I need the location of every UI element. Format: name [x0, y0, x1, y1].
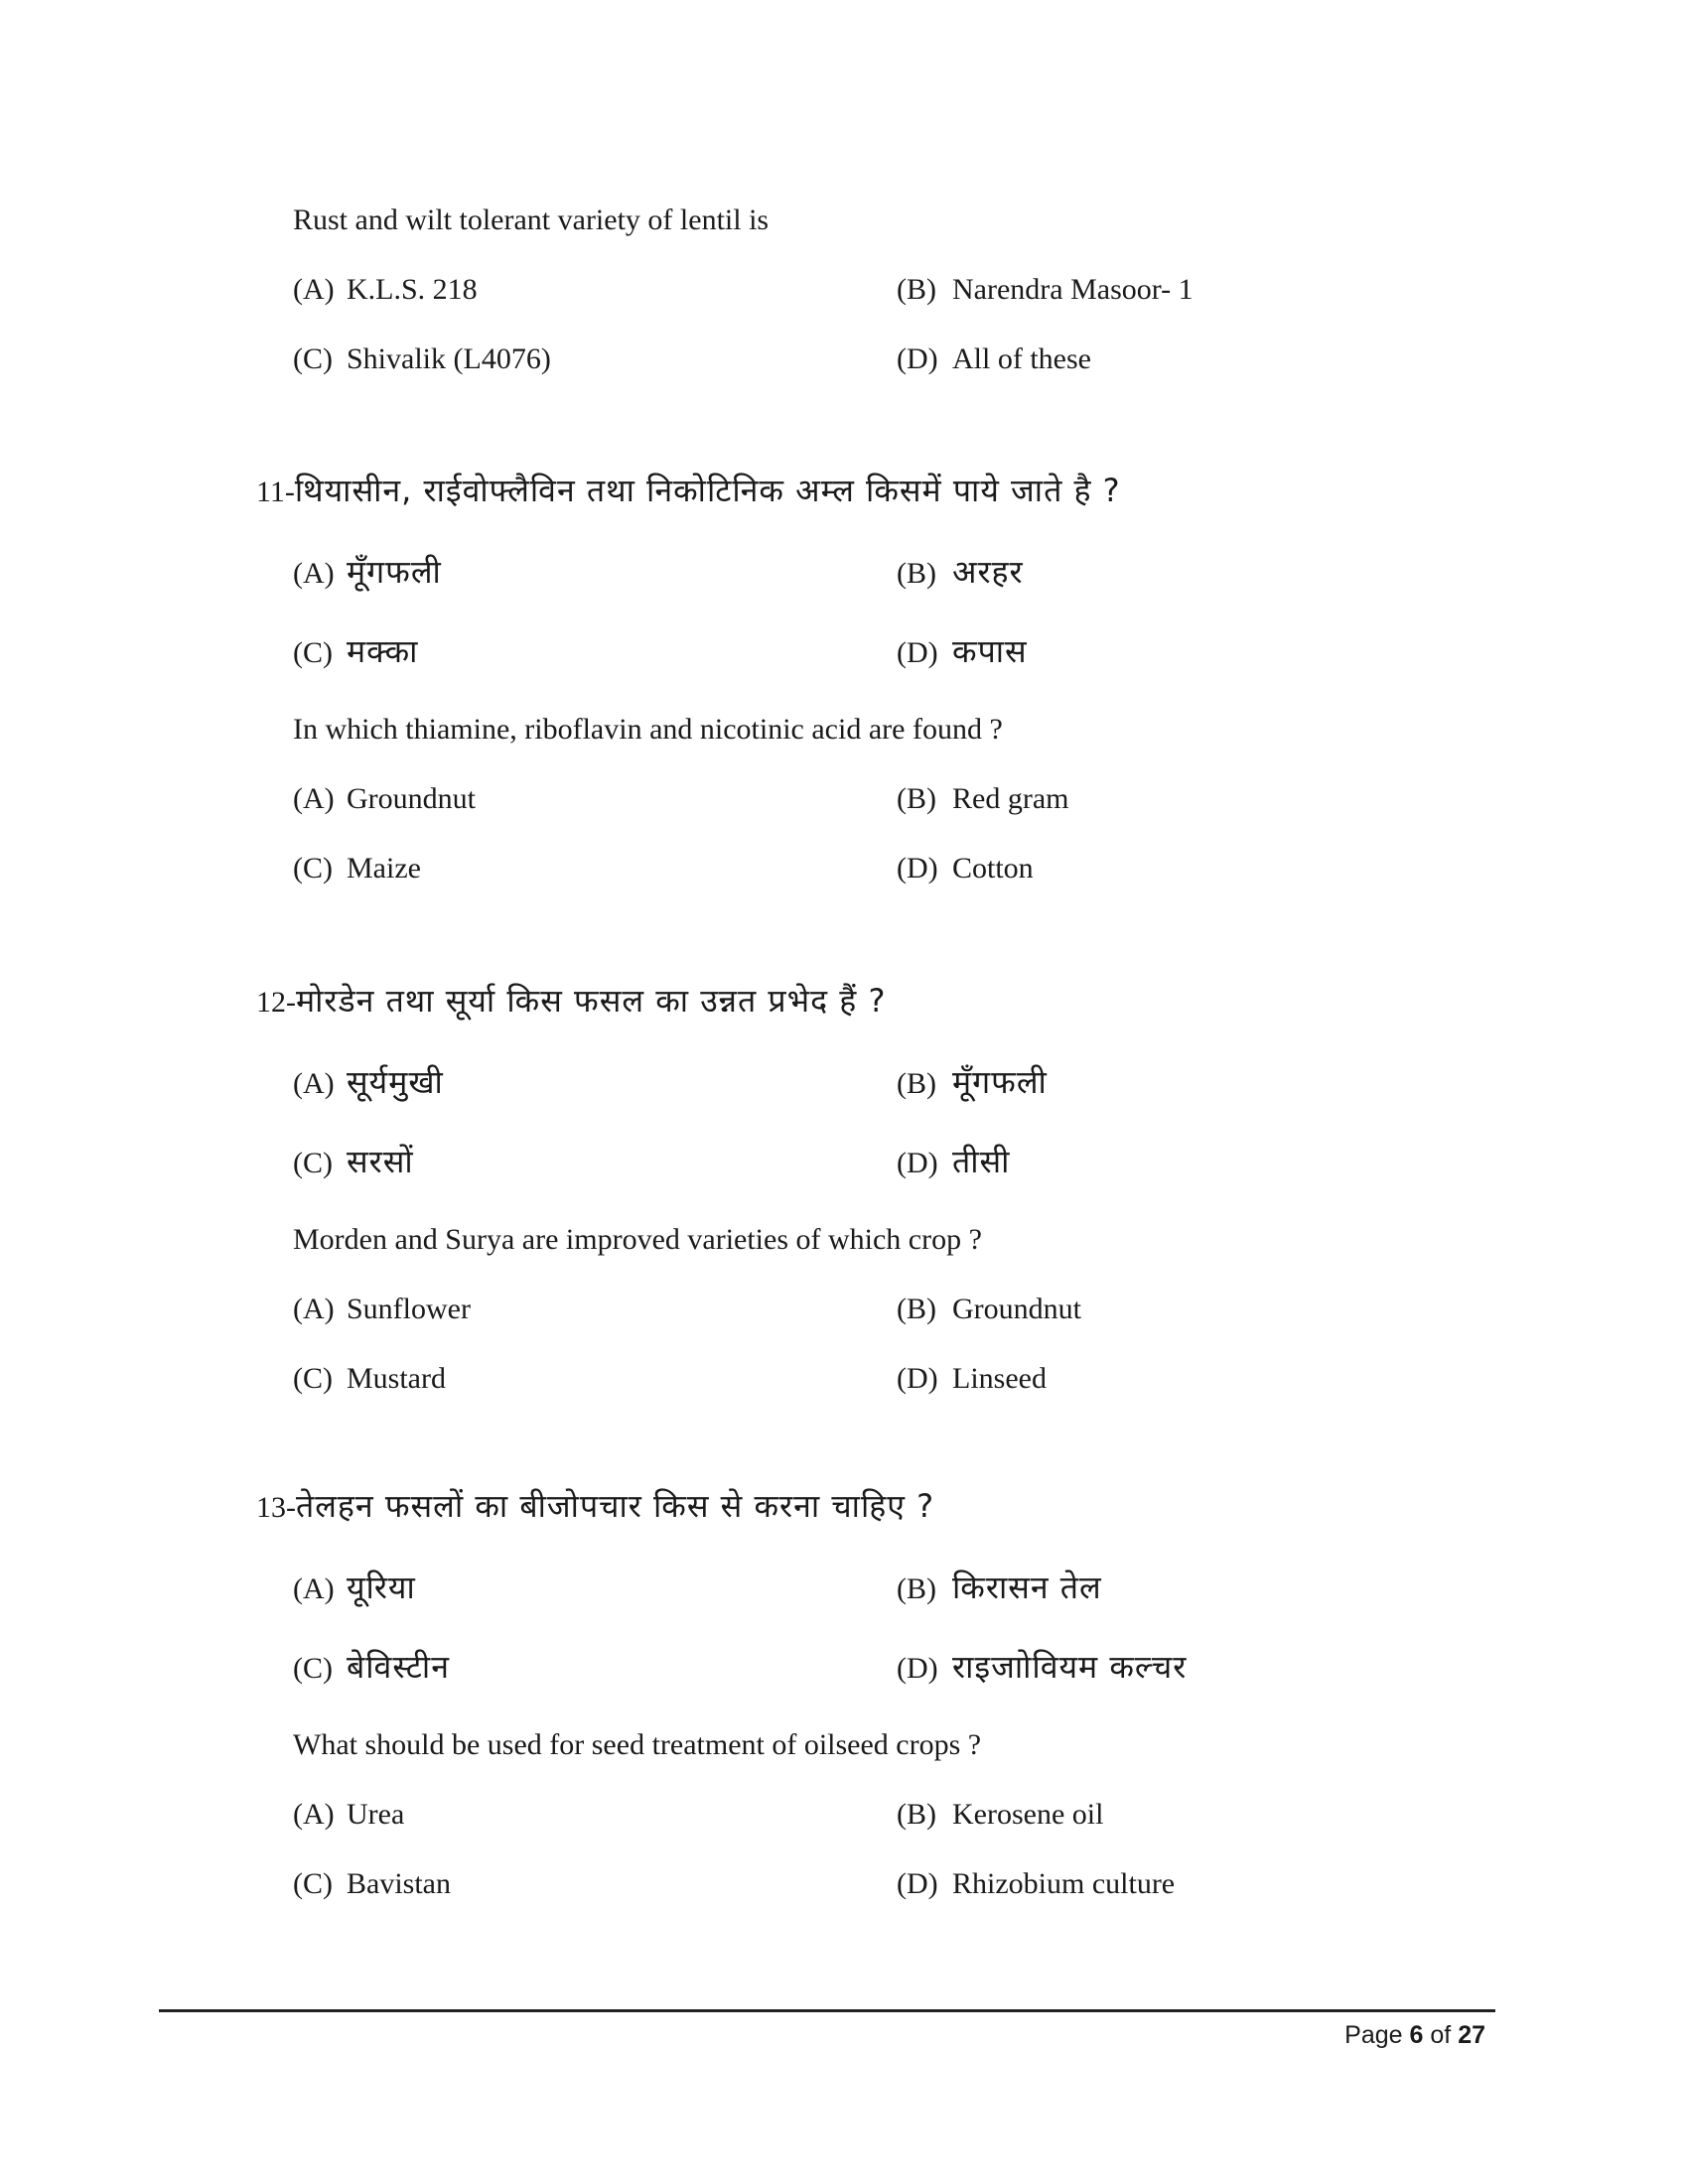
q10-option-b — [897, 270, 1194, 310]
of-word: of — [1430, 2021, 1452, 2049]
option-letter: (B) — [897, 1572, 936, 1605]
question-12-hindi — [256, 981, 886, 1023]
option-text: All of these — [952, 342, 1091, 375]
q11-hindi-option-a — [293, 552, 442, 594]
q12-hindi-option-b — [897, 1062, 1048, 1104]
q12-option-c — [293, 1359, 446, 1399]
page-number — [1344, 2021, 1485, 2050]
q13-hindi-option-b — [897, 1568, 1102, 1609]
option-text: कपास — [952, 632, 1028, 670]
option-text: Urea — [347, 1798, 405, 1831]
q11-option-c — [293, 849, 421, 888]
question-text: तेलहन फसलों का बीजोपचार किस से करना चाहिए ? — [296, 1487, 935, 1525]
option-text: Groundnut — [347, 782, 476, 815]
q11-option-b — [897, 779, 1068, 819]
option-text: सूर्यमुखी — [347, 1063, 444, 1101]
option-text: Maize — [347, 852, 421, 885]
option-letter: (A) — [293, 557, 335, 590]
option-letter: (D) — [897, 1147, 938, 1179]
q10-option-c — [293, 340, 551, 379]
option-text: Cotton — [952, 852, 1034, 885]
option-letter: (C) — [293, 1362, 333, 1395]
option-text: Groundnut — [952, 1293, 1081, 1325]
option-letter: (B) — [897, 1798, 936, 1831]
q10-option-d — [897, 340, 1091, 379]
option-letter: (C) — [293, 342, 333, 375]
q11-hindi-option-d — [897, 631, 1028, 673]
q11-option-d — [897, 849, 1034, 888]
option-letter: (C) — [293, 1147, 333, 1179]
question-11-english: In which thiamine, riboflavin and nicotinic acid are found ? — [293, 713, 1003, 746]
option-letter: (C) — [293, 636, 333, 669]
q13-hindi-option-a — [293, 1568, 416, 1609]
option-letter: (B) — [897, 273, 936, 306]
question-10-english: Rust and wilt tolerant variety of lentil is — [293, 204, 770, 236]
total-pages: 27 — [1458, 2021, 1485, 2049]
option-letter: (D) — [897, 1362, 938, 1395]
q12-option-a — [293, 1290, 471, 1329]
option-text: K.L.S. 218 — [347, 273, 478, 306]
q12-option-d — [897, 1359, 1047, 1399]
q12-hindi-option-a — [293, 1062, 444, 1104]
current-page: 6 — [1409, 2021, 1424, 2049]
option-letter: (B) — [897, 1067, 936, 1100]
q13-hindi-option-d — [897, 1647, 1187, 1689]
q12-hindi-option-d — [897, 1142, 1010, 1183]
q13-option-b — [897, 1795, 1103, 1835]
option-text: Bavistan — [347, 1867, 451, 1900]
option-letter: (C) — [293, 852, 333, 885]
option-text: मूँगफली — [952, 1063, 1048, 1101]
question-12-english: Morden and Surya are improved varieties of which crop ? — [293, 1223, 982, 1256]
page-word: Page — [1344, 2021, 1403, 2049]
q13-hindi-option-c — [293, 1647, 450, 1689]
option-text: Kerosene oil — [952, 1798, 1104, 1831]
q10-option-a — [293, 270, 478, 310]
option-letter: (A) — [293, 1067, 335, 1100]
option-text: Linseed — [952, 1362, 1047, 1395]
option-letter: (D) — [897, 636, 938, 669]
option-text: मक्का — [347, 632, 419, 670]
option-letter: (D) — [897, 1867, 938, 1900]
option-text: यूरिया — [347, 1569, 416, 1606]
q12-option-b — [897, 1290, 1081, 1329]
question-13-english: What should be used for seed treatment of oilseed crops ? — [293, 1728, 982, 1761]
option-text: राइजाोवियम कल्चर — [952, 1648, 1188, 1686]
option-text: मूँगफली — [347, 553, 442, 591]
q13-option-c — [293, 1864, 451, 1904]
option-letter: (A) — [293, 273, 335, 306]
option-text: Shivalik (L4076) — [347, 342, 551, 375]
option-letter: (A) — [293, 782, 335, 815]
option-letter: (B) — [897, 557, 936, 590]
option-letter: (C) — [293, 1867, 333, 1900]
option-text: Mustard — [347, 1362, 446, 1395]
option-text: बेविस्टीन — [347, 1648, 450, 1686]
option-letter: (B) — [897, 782, 936, 815]
option-letter: (A) — [293, 1293, 335, 1325]
option-text: Sunflower — [347, 1293, 471, 1325]
option-text: तीसी — [952, 1143, 1011, 1180]
q11-hindi-option-b — [897, 552, 1024, 594]
option-letter: (C) — [293, 1652, 333, 1685]
option-text: Rhizobium culture — [952, 1867, 1176, 1900]
option-text: सरसों — [347, 1143, 414, 1180]
q12-hindi-option-c — [293, 1142, 414, 1183]
question-number: 12- — [256, 986, 296, 1019]
q13-option-a — [293, 1795, 404, 1835]
option-letter: (A) — [293, 1572, 335, 1605]
question-11-hindi — [256, 471, 1121, 512]
question-number: 13- — [256, 1491, 296, 1524]
footer-divider — [159, 2009, 1495, 2012]
option-letter: (D) — [897, 342, 938, 375]
question-text: थियासीन, राईवोफ्लैविन तथा निकोटिनिक अम्ल किसमें पाये जाते है ? — [294, 472, 1121, 509]
option-letter: (D) — [897, 852, 938, 885]
option-text: Narendra Masoor- 1 — [952, 273, 1194, 306]
option-text: किरासन तेल — [952, 1569, 1102, 1606]
q13-option-d — [897, 1864, 1175, 1904]
option-letter: (A) — [293, 1798, 335, 1831]
question-number: 11- — [256, 476, 295, 508]
question-text: मोरडेन तथा सूर्या किस फसल का उन्नत प्रभेद हैं ? — [296, 982, 887, 1020]
q11-hindi-option-c — [293, 631, 418, 673]
option-text: अरहर — [952, 553, 1024, 591]
question-13-hindi — [256, 1486, 934, 1528]
option-text: Red gram — [952, 782, 1069, 815]
option-letter: (B) — [897, 1293, 936, 1325]
option-letter: (D) — [897, 1652, 938, 1685]
q11-option-a — [293, 779, 476, 819]
